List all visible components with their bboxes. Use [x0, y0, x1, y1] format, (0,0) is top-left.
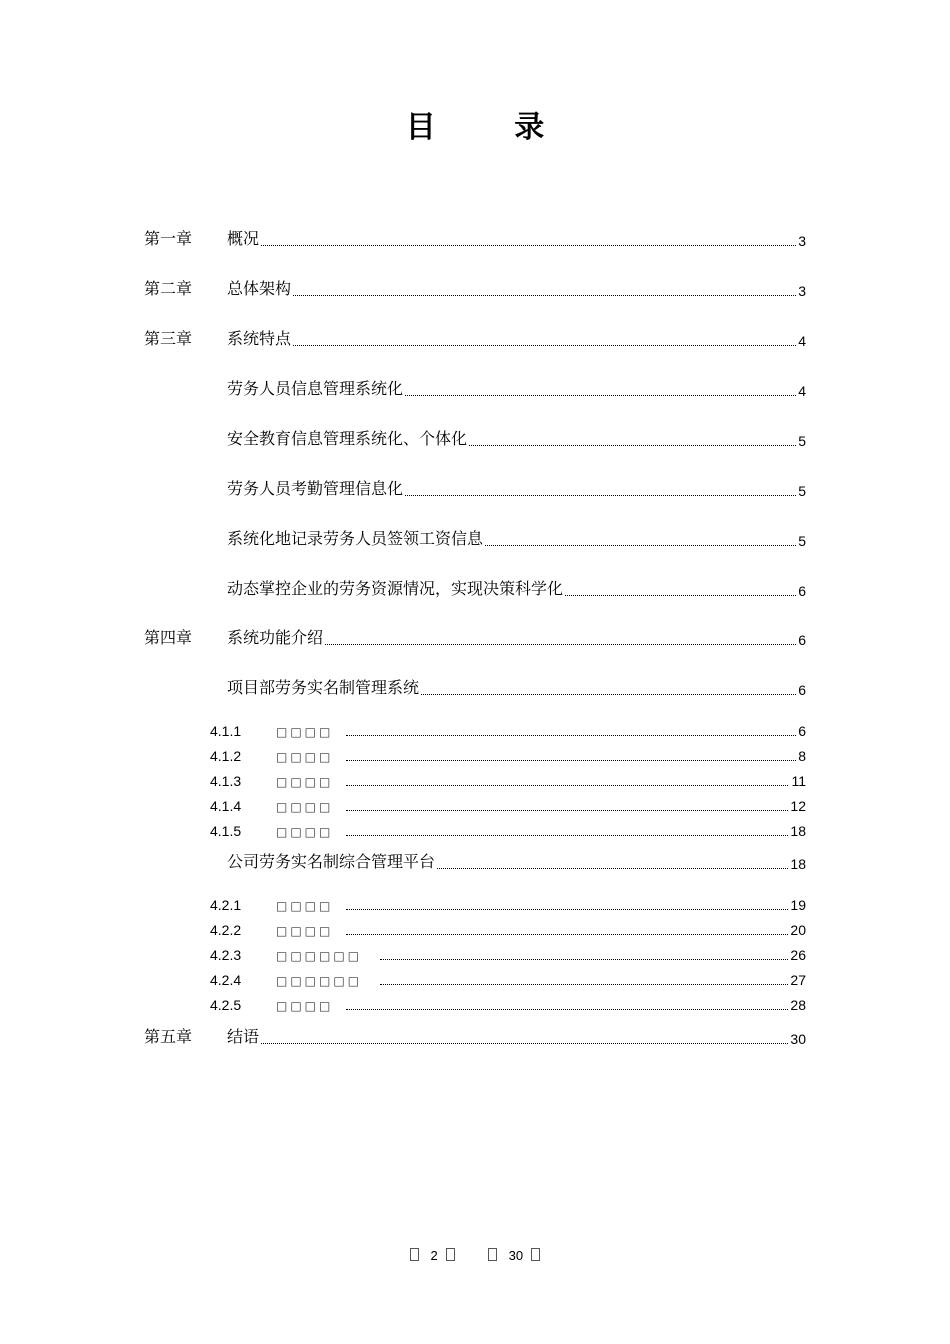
toc-entry-page: 4	[798, 383, 806, 399]
toc-leader-dots	[228, 245, 796, 246]
toc-entry-ch2[interactable]	[144, 275, 806, 301]
toc-entry-page: 4	[798, 333, 806, 349]
toc-entry-4-2-4[interactable]	[210, 964, 806, 990]
toc-entry-3-2[interactable]	[144, 425, 806, 451]
toc-entry-text: 项目部劳务实名制管理系统	[227, 675, 421, 698]
toc-entry-text-placeholder: □□□□□□	[276, 974, 363, 988]
toc-entry-number: 4.2.5	[210, 997, 242, 1013]
toc-leader-dots	[346, 810, 788, 811]
toc-entry-4-1-1[interactable]	[210, 715, 806, 741]
toc-entry-page: 28	[790, 997, 806, 1013]
toc-entry-page: 6	[798, 682, 806, 698]
toc-entry-text: 系统功能介绍	[227, 625, 325, 648]
toc-leader-dots	[228, 295, 796, 296]
toc-entry-page: 5	[798, 533, 806, 549]
toc-entry-4-2-5[interactable]	[210, 989, 806, 1015]
toc-leader-dots	[346, 760, 796, 761]
toc-entry-text: 公司劳务实名制综合管理平台	[227, 849, 437, 872]
toc-entry-page: 18	[790, 823, 806, 839]
toc-entry-text-placeholder: □□□□	[276, 825, 334, 839]
toc-entry-page: 18	[790, 856, 806, 872]
toc-entry-text: 动态掌控企业的劳务资源情况，实现决策科学化	[227, 576, 565, 599]
toc-leader-dots	[346, 735, 796, 736]
toc-entry-number: 4.1.2	[210, 748, 242, 764]
toc-entry-4-1[interactable]	[144, 674, 806, 700]
toc-leader-dots	[346, 785, 788, 786]
toc-entry-ch1[interactable]	[144, 225, 806, 251]
toc-entry-text-placeholder: □□□□	[276, 750, 334, 764]
toc-entry-page: 6	[798, 632, 806, 648]
toc-entry-page: 19	[790, 897, 806, 913]
toc-entry-4-1-4[interactable]	[210, 790, 806, 816]
toc-entry-4-1-5[interactable]	[210, 815, 806, 841]
toc-entry-3-4[interactable]	[144, 525, 806, 551]
toc-entry-text: 安全教育信息管理系统化、个体化	[227, 426, 469, 449]
toc-entry-number: 4.2.2	[210, 922, 242, 938]
toc-title: 目 录	[405, 110, 579, 145]
toc-entry-text: 劳务人员考勤管理信息化	[227, 476, 405, 499]
toc-entry-3-3[interactable]	[144, 475, 806, 501]
toc-entry-page: 5	[798, 483, 806, 499]
toc-entry-number: 4.1.3	[210, 773, 242, 789]
toc-entry-page: 6	[798, 583, 806, 599]
toc-entry-4-1-2[interactable]	[210, 740, 806, 766]
toc-entry-number: 第五章	[144, 1027, 193, 1046]
toc-entry-4-2[interactable]	[144, 848, 806, 874]
toc-entry-text-placeholder: □□□□	[276, 999, 334, 1013]
toc-leader-dots	[380, 984, 788, 985]
toc-entry-page: 30	[790, 1031, 806, 1047]
toc-entry-page: 11	[791, 773, 806, 789]
toc-entry-4-2-1[interactable]	[210, 889, 806, 915]
toc-leader-dots	[346, 1009, 788, 1010]
toc-entry-3-1[interactable]	[144, 375, 806, 401]
toc-entry-page: 3	[798, 233, 806, 249]
toc-leader-dots	[228, 345, 796, 346]
toc-entry-number: 第二章	[144, 279, 193, 298]
toc-entry-number: 4.2.3	[210, 947, 242, 963]
toc-entry-4-1-3[interactable]	[210, 765, 806, 791]
toc-entry-ch3[interactable]	[144, 325, 806, 351]
toc-entry-page: 5	[798, 433, 806, 449]
toc-entry-text-placeholder: □□□□	[276, 899, 334, 913]
toc-entry-number: 第四章	[144, 628, 193, 647]
toc-entry-4-2-2[interactable]	[210, 914, 806, 940]
footer-total-pages: 30	[508, 1248, 524, 1263]
toc-entry-text: 总体架构	[227, 276, 293, 299]
toc-leader-dots	[346, 835, 788, 836]
toc-entry-number: 4.1.4	[210, 798, 242, 814]
toc-entry-page: 27	[790, 972, 806, 988]
glyph-placeholder-icon	[531, 1248, 540, 1261]
toc-entry-number: 第一章	[144, 229, 193, 248]
toc-entry-ch4[interactable]	[144, 624, 806, 650]
toc-entry-ch5[interactable]	[144, 1023, 806, 1049]
toc-entry-text: 概况	[227, 226, 261, 249]
toc-leader-dots	[346, 909, 788, 910]
toc-entry-page: 26	[790, 947, 806, 963]
glyph-placeholder-icon	[410, 1248, 419, 1261]
toc-entry-number: 4.1.1	[210, 723, 242, 739]
toc-entry-number: 4.2.4	[210, 972, 242, 988]
toc-entry-page: 8	[798, 748, 806, 764]
toc-leader-dots	[346, 934, 788, 935]
toc-entry-text: 系统化地记录劳务人员签领工资信息	[227, 526, 485, 549]
toc-entry-page: 6	[798, 723, 806, 739]
toc-leader-dots	[380, 959, 788, 960]
toc-entry-text: 系统特点	[227, 326, 293, 349]
toc-entry-page: 3	[798, 283, 806, 299]
footer-current-page: 2	[430, 1248, 438, 1263]
toc-entry-text-placeholder: □□□□	[276, 725, 334, 739]
toc-entry-text-placeholder: □□□□□□	[276, 949, 363, 963]
glyph-placeholder-icon	[488, 1248, 497, 1261]
toc-entry-text: 劳务人员信息管理系统化	[227, 376, 405, 399]
page-footer	[0, 1248, 950, 1263]
toc-entry-number: 4.2.1	[210, 897, 242, 913]
toc-entry-3-5[interactable]	[144, 575, 806, 601]
toc-entry-number: 第三章	[144, 329, 193, 348]
toc-entry-text-placeholder: □□□□	[276, 924, 334, 938]
toc-entry-text: 结语	[227, 1024, 261, 1047]
toc-entry-page: 12	[790, 798, 806, 814]
toc-entry-page: 20	[790, 922, 806, 938]
toc-entry-4-2-3[interactable]	[210, 939, 806, 965]
toc-leader-dots	[228, 1043, 788, 1044]
glyph-placeholder-icon	[446, 1248, 455, 1261]
toc-entry-text-placeholder: □□□□	[276, 775, 334, 789]
toc-entry-text-placeholder: □□□□	[276, 800, 334, 814]
toc-entry-number: 4.1.5	[210, 823, 242, 839]
